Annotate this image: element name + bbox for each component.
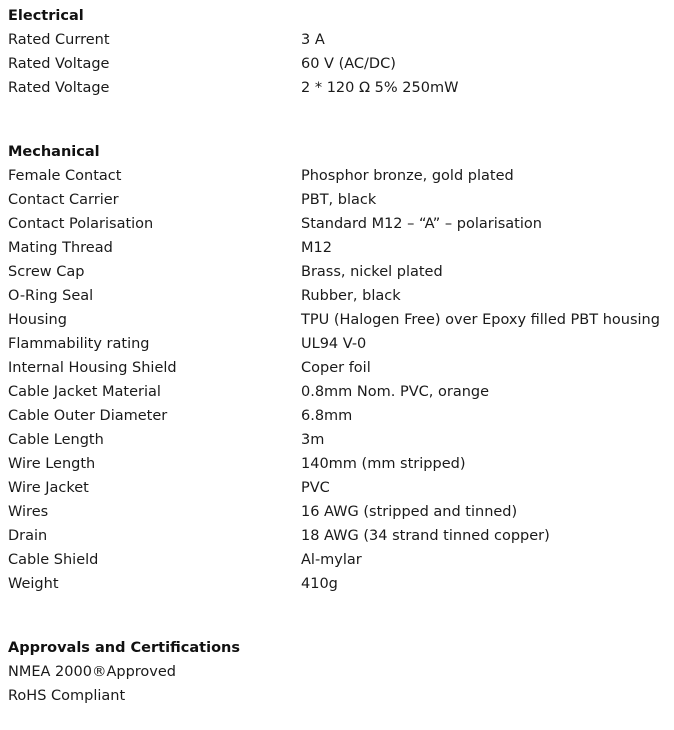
section-spacer bbox=[8, 596, 674, 636]
spec-label: Wire Length bbox=[8, 456, 96, 472]
approval-item: RoHS Compliant bbox=[8, 688, 126, 704]
spec-label: Rated Voltage bbox=[8, 56, 110, 72]
spec-value: 0.8mm Nom. PVC, orange bbox=[301, 384, 490, 400]
spec-label: Cable Length bbox=[8, 432, 104, 448]
section-title-approvals: Approvals and Certifications bbox=[8, 640, 240, 656]
spec-row bbox=[8, 548, 668, 572]
spec-label: Contact Carrier bbox=[8, 192, 119, 208]
spec-row bbox=[8, 260, 668, 284]
spec-value: Standard M12 – “A” – polarisation bbox=[301, 216, 542, 232]
spec-row bbox=[8, 52, 668, 76]
spec-row bbox=[8, 428, 668, 452]
spec-row bbox=[8, 452, 668, 476]
spec-row bbox=[8, 188, 668, 212]
spec-label: Screw Cap bbox=[8, 264, 85, 280]
spec-label: Internal Housing Shield bbox=[8, 360, 177, 376]
section-spacer bbox=[8, 100, 674, 140]
mechanical-spec-table bbox=[8, 164, 668, 596]
spec-value: 6.8mm bbox=[301, 408, 353, 424]
spec-row bbox=[8, 380, 668, 404]
spec-row bbox=[8, 572, 668, 596]
spec-label: Wire Jacket bbox=[8, 480, 89, 496]
spec-row bbox=[8, 76, 668, 100]
spec-row bbox=[8, 332, 668, 356]
spec-label: Flammability rating bbox=[8, 336, 150, 352]
spec-value: 3 A bbox=[301, 32, 325, 48]
spec-row bbox=[8, 236, 668, 260]
approval-item: NMEA 2000®Approved bbox=[8, 664, 176, 680]
spec-value: Rubber, black bbox=[301, 288, 401, 304]
spec-row bbox=[8, 476, 668, 500]
spec-value: 2 * 120 Ω 5% 250mW bbox=[301, 80, 459, 96]
spec-label: Cable Outer Diameter bbox=[8, 408, 168, 424]
spec-label: O-Ring Seal bbox=[8, 288, 94, 304]
spec-value: 410g bbox=[301, 576, 338, 592]
spec-value: TPU (Halogen Free) over Epoxy filled PBT housing bbox=[301, 312, 660, 328]
spec-value: 60 V (AC/DC) bbox=[301, 56, 396, 72]
spec-value: Brass, nickel plated bbox=[301, 264, 443, 280]
spec-label: Mating Thread bbox=[8, 240, 113, 256]
spec-row bbox=[8, 164, 668, 188]
spec-label: Rated Voltage bbox=[8, 80, 110, 96]
spec-row bbox=[8, 308, 668, 332]
spec-label: Housing bbox=[8, 312, 67, 328]
spec-value: M12 bbox=[301, 240, 332, 256]
spec-row bbox=[8, 356, 668, 380]
spec-label: Wires bbox=[8, 504, 49, 520]
spec-row bbox=[8, 212, 668, 236]
spec-row bbox=[8, 524, 668, 548]
spec-label: Weight bbox=[8, 576, 59, 592]
electrical-spec-table bbox=[8, 28, 668, 100]
spec-value: 140mm (mm stripped) bbox=[301, 456, 466, 472]
spec-label: Rated Current bbox=[8, 32, 110, 48]
spec-label: Drain bbox=[8, 528, 48, 544]
spec-label: Contact Polarisation bbox=[8, 216, 154, 232]
spec-value: Coper foil bbox=[301, 360, 371, 376]
spec-value: PVC bbox=[301, 480, 330, 496]
spec-label: Cable Jacket Material bbox=[8, 384, 161, 400]
spec-value: PBT, black bbox=[301, 192, 377, 208]
spec-value: 18 AWG (34 strand tinned copper) bbox=[301, 528, 550, 544]
spec-value: 16 AWG (stripped and tinned) bbox=[301, 504, 518, 520]
spec-row bbox=[8, 404, 668, 428]
spec-value: UL94 V-0 bbox=[301, 336, 367, 352]
spec-row bbox=[8, 284, 668, 308]
spec-value: Al-mylar bbox=[301, 552, 362, 568]
section-title-mechanical: Mechanical bbox=[8, 144, 100, 160]
spec-value: 3m bbox=[301, 432, 325, 448]
spec-row bbox=[8, 500, 668, 524]
spec-label: Female Contact bbox=[8, 168, 122, 184]
spec-value: Phosphor bronze, gold plated bbox=[301, 168, 514, 184]
section-title-electrical: Electrical bbox=[8, 8, 84, 24]
spec-row bbox=[8, 28, 668, 52]
spec-label: Cable Shield bbox=[8, 552, 99, 568]
